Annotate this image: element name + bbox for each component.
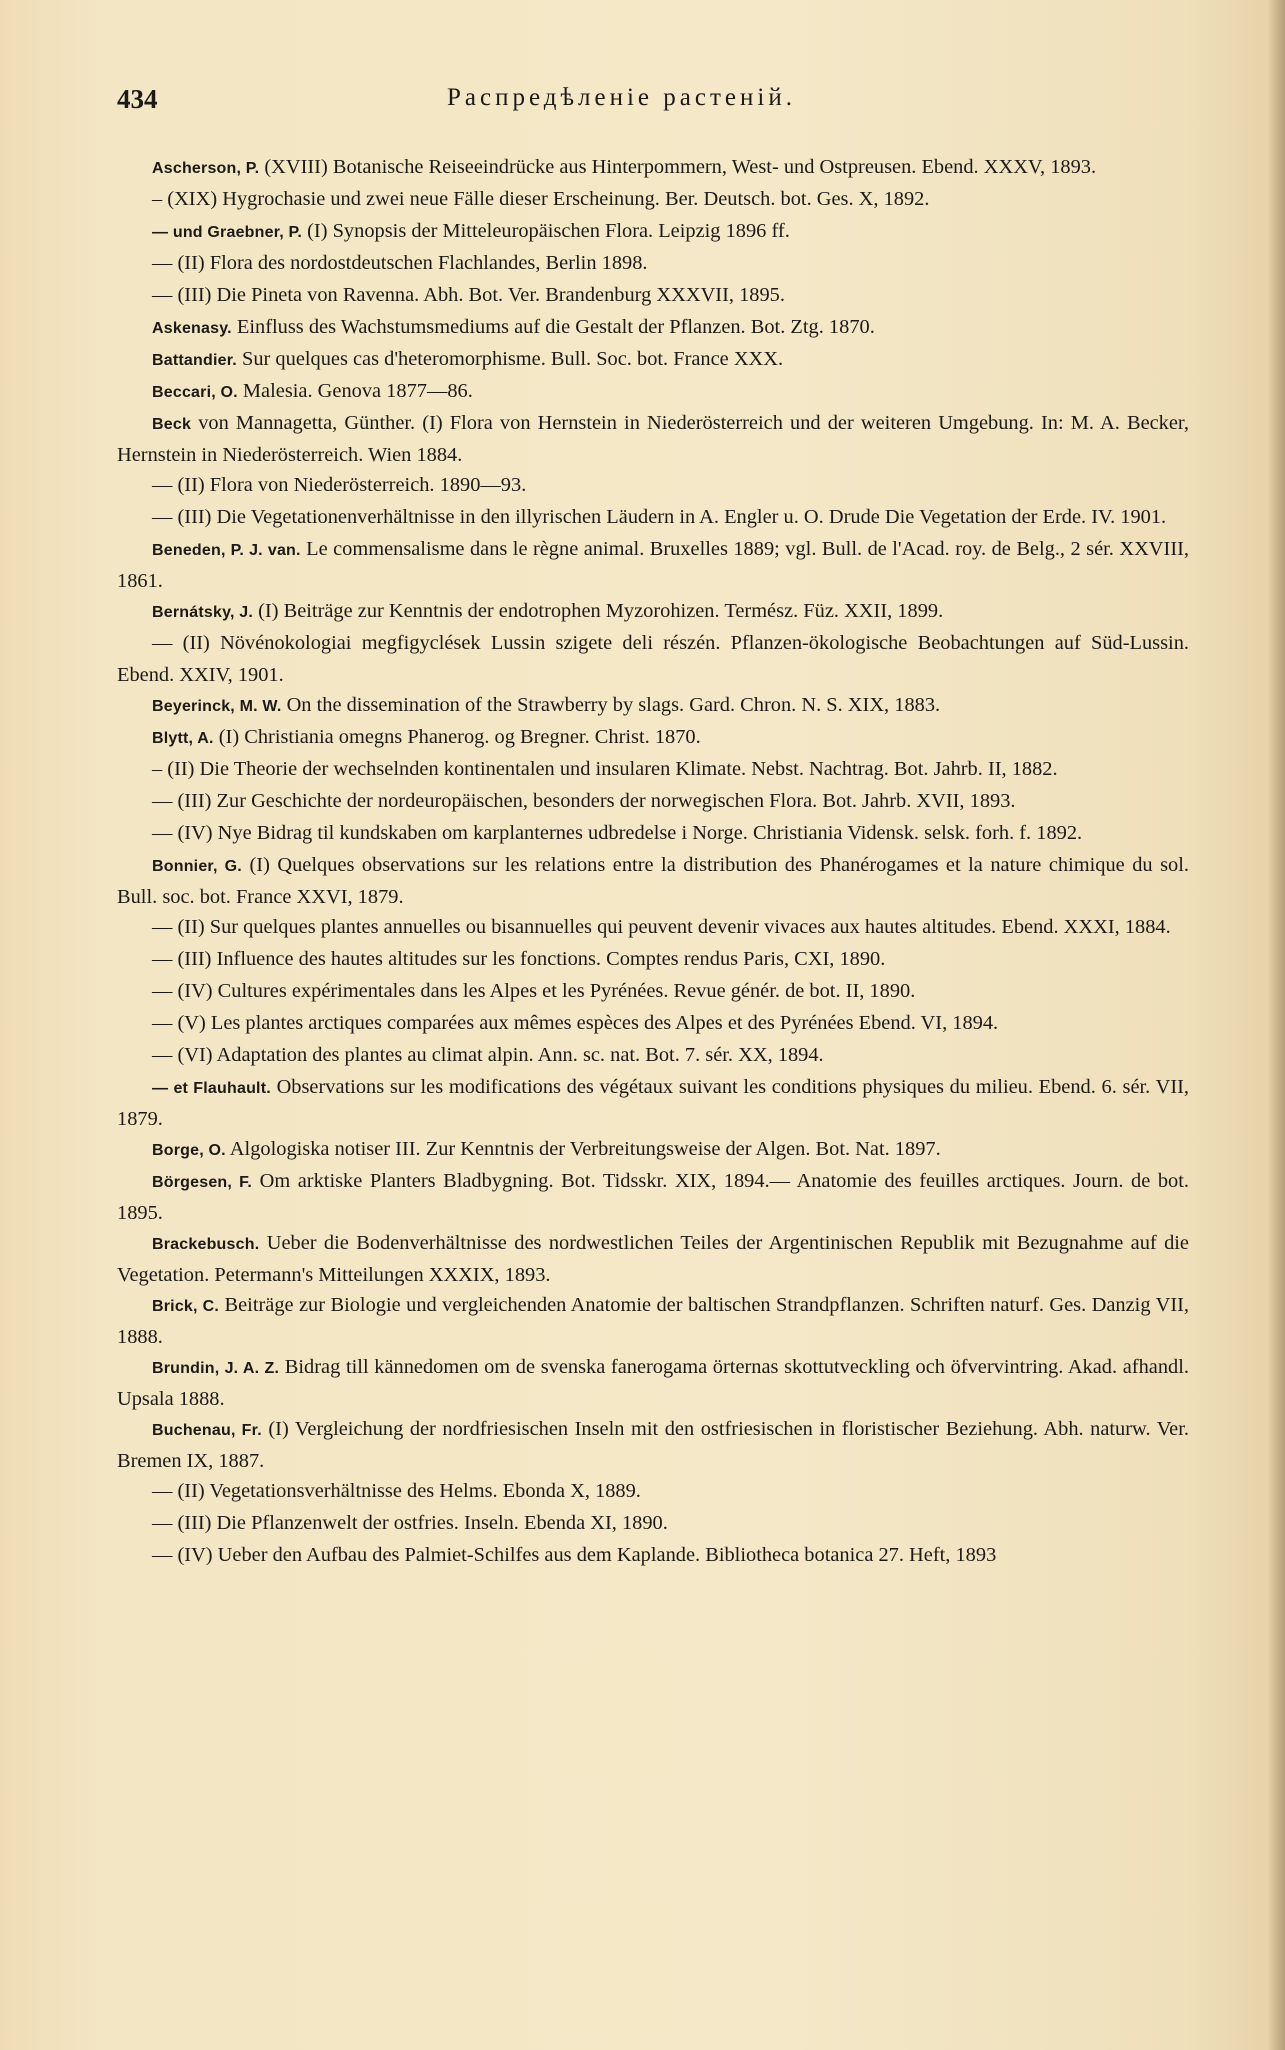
entry-text: — (III) Die Vegetationenverhältnisse in den illyrischen Läudern in A. Engler u. O. Drude Die Vegetation der Erde. IV. 1901. — [152, 506, 1167, 528]
entry-author: Bonnier, G. — [152, 858, 242, 875]
entry-text: — (III) Influence des hautes altitudes sur les fonctions. Comptes rendus Paris, CXI, 1890. — [152, 948, 886, 970]
entry-author: — et Flauhault. — [152, 1080, 271, 1097]
entry-text: Observations sur les modifications des végétaux suivant les conditions physiques du milieu. Ebend. 6. sér. VII, 1879. — [117, 1076, 1189, 1130]
bibliography-entry — [117, 1040, 1189, 1072]
bibliography-entry — [117, 818, 1189, 850]
entry-author: Beccari, O. — [152, 384, 238, 401]
entry-author: Börgesen, F. — [152, 1174, 253, 1191]
entry-text: – (II) Die Theorie der wechselnden kontinentalen und insularen Klimate. Nebst. Nachtrag. Bot. Jahrb. II, 1882. — [152, 758, 1058, 780]
entry-text: — (II) Flora des nordostdeutschen Flachlandes, Berlin 1898. — [152, 252, 648, 274]
entry-text: Om arktiske Planters Bladbygning. Bot. Tidsskr. XIX, 1894.— Anatomie des feuilles arctiques. Journ. de bot. 1895. — [117, 1170, 1189, 1224]
entry-author: Buchenau, Fr. — [152, 1422, 262, 1439]
entry-author: Beneden, P. J. van. — [152, 542, 301, 559]
entry-text: — (IV) Cultures expérimentales dans les Alpes et les Pyrénées. Revue génér. de bot. II, 1890. — [152, 980, 916, 1002]
bibliography-entry — [117, 152, 1189, 184]
entry-text: — (III) Die Pineta von Ravenna. Abh. Bot. Ver. Brandenburg XXXVII, 1895. — [152, 284, 785, 306]
bibliography-entry — [117, 690, 1189, 722]
entry-author: — und Graebner, P. — [152, 224, 303, 241]
bibliography-entry — [117, 184, 1189, 216]
entry-text: (I) Synopsis der Mitteleuropäischen Flora. Leipzig 1896 ff. — [307, 220, 790, 242]
bibliography-entry — [117, 1352, 1189, 1414]
bibliography-entry — [117, 280, 1189, 312]
bibliography-entry — [117, 1072, 1189, 1134]
entry-text: Algologiska notiser III. Zur Kenntnis der Verbreitungsweise der Algen. Bot. Nat. 1897. — [229, 1138, 941, 1160]
entry-author: Bernátsky, J. — [152, 604, 254, 621]
entry-text: — (II) Növénokologiai megfigyclések Lussin szigete deli részén. Pflanzen-ökologische Beobachtungen auf Süd-Lussin. Ebend. XXIV, 1901. — [117, 632, 1189, 686]
bibliography-entry — [117, 312, 1189, 344]
bibliography-entry — [117, 1540, 1189, 1572]
entry-text: — (IV) Nye Bidrag til kundskaben om karplanternes udbredelse i Norge. Christiania Vidensk. selsk. forh. f. 1892. — [152, 822, 1083, 844]
bibliography-entry — [117, 722, 1189, 754]
entry-text: Ueber die Bodenverhältnisse des nordwestlichen Teiles der Argentinischen Republik mit Bezugnahme auf die Vegetation. Petermann's Mitteilungen XXXIX, 1893. — [117, 1232, 1189, 1286]
bibliography-entry — [117, 216, 1189, 248]
bibliography-entry — [117, 470, 1189, 502]
entry-text: Bidrag till kännedomen om de svenska fanerogama örternas skottutveckling och öfvervintring. Akad. afhandl. Upsala 1888. — [117, 1356, 1189, 1410]
bibliography-entry — [117, 502, 1189, 534]
bibliography-entry — [117, 944, 1189, 976]
bibliography-entry — [117, 376, 1189, 408]
entry-author: Brackebusch. — [152, 1236, 260, 1253]
entry-text: On the dissemination of the Strawberry by slags. Gard. Chron. N. S. XIX, 1883. — [286, 694, 941, 716]
page-edge-shadow — [1267, 0, 1285, 2050]
bibliography-entry — [117, 786, 1189, 818]
entry-text: — (II) Vegetationsverhältnisse des Helms. Ebonda X, 1889. — [152, 1480, 641, 1502]
entry-text: (I) Quelques observations sur les relations entre la distribution des Phanérogames et la nature chimique du sol. Bull. soc. bot. France XXVI, 1879. — [117, 854, 1190, 908]
entry-text: Sur quelques cas d'heteromorphisme. Bull. Soc. bot. France XXX. — [242, 348, 784, 370]
entry-author: Beyerinck, M. W. — [152, 698, 282, 715]
entry-text: — (III) Zur Geschichte der nordeuropäischen, besonders der norwegischen Flora. Bot. Jahrb. XVII, 1893. — [152, 790, 1016, 812]
entry-author: Askenasy. — [152, 320, 232, 337]
entry-text: — (III) Die Pflanzenwelt der ostfries. Inseln. Ebenda XI, 1890. — [152, 1512, 668, 1534]
entry-text: (XVIII) Botanische Reiseeindrücke aus Hinterpommern, West- und Ostpreusen. Ebend. XXXV, 1893. — [264, 156, 1097, 178]
bibliography-entry — [117, 1134, 1189, 1166]
entry-author: Brick, C. — [152, 1298, 220, 1315]
entry-text: (I) Vergleichung der nordfriesischen Inseln mit den ostfriesischen in floristischer Beziehung. Abh. naturw. Ver. Bremen IX, 1887. — [117, 1418, 1189, 1472]
entry-text: – (XIX) Hygrochasie und zwei neue Fälle dieser Erscheinung. Ber. Deutsch. bot. Ges. X, 1892. — [152, 188, 930, 210]
entry-text: von Mannagetta, Günther. (I) Flora von Hernstein in Niederösterreich und der weiteren Umgebung. In: M. A. Becker, Hernstein in Niederösterreich. Wien 1884. — [117, 412, 1189, 466]
entry-author: Battandier. — [152, 352, 237, 369]
bibliography-entry — [117, 408, 1189, 470]
bibliography-entry — [117, 1228, 1189, 1290]
entry-author: Beck — [152, 416, 192, 433]
bibliography-entry — [117, 596, 1189, 628]
entry-text: — (V) Les plantes arctiques comparées aux mêmes espèces des Alpes et des Pyrénées Ebend. VI, 1894. — [152, 1012, 999, 1034]
page-header — [117, 84, 1187, 124]
entry-text: — (IV) Ueber den Aufbau des Palmiet-Schilfes aus dem Kaplande. Bibliotheca botanica 27. Heft, 1893 — [152, 1544, 997, 1566]
entry-text: — (II) Sur quelques plantes annuelles ou bisannuelles qui peuvent devenir vivaces aux hautes altitudes. Ebend. XXXI, 1884. — [152, 916, 1171, 938]
bibliography-entry — [117, 628, 1189, 690]
bibliography-entry — [117, 850, 1189, 912]
bibliography-entry — [117, 912, 1189, 944]
running-title: Распредѣленіе растеній. — [447, 84, 796, 111]
bibliography-entry — [117, 1414, 1189, 1476]
entry-author: Brundin, J. A. Z. — [152, 1360, 280, 1377]
bibliography-entry — [117, 1508, 1189, 1540]
entry-text: Le commensalisme dans le règne animal. Bruxelles 1889; vgl. Bull. de l'Acad. roy. de Belg., 2 sér. XXVIII, 1861. — [117, 538, 1189, 592]
bibliography-entry — [117, 754, 1189, 786]
entry-text: (I) Christiania omegns Phanerog. og Bregner. Christ. 1870. — [218, 726, 701, 748]
bibliography-list — [117, 152, 1189, 1572]
entry-author: Blytt, A. — [152, 730, 214, 747]
bibliography-entry — [117, 1166, 1189, 1228]
entry-text: Beiträge zur Biologie und vergleichenden Anatomie der baltischen Strandpflanzen. Schriften naturf. Ges. Danzig VII, 1888. — [117, 1294, 1189, 1348]
entry-text: (I) Beiträge zur Kenntnis der endotrophen Myzorohizen. Termész. Füz. XXII, 1899. — [258, 600, 944, 622]
page-number: 434 — [117, 84, 158, 114]
entry-author: Ascherson, P. — [152, 160, 260, 177]
entry-text: Einfluss des Wachstumsmediums auf die Gestalt der Pflanzen. Bot. Ztg. 1870. — [236, 316, 875, 338]
entry-text: Malesia. Genova 1877—86. — [242, 380, 473, 402]
entry-text: — (II) Flora von Niederösterreich. 1890—93. — [152, 474, 527, 496]
bibliography-entry — [117, 1476, 1189, 1508]
entry-text: — (VI) Adaptation des plantes au climat alpin. Ann. sc. nat. Bot. 7. sér. XX, 1894. — [152, 1044, 824, 1066]
bibliography-entry — [117, 1008, 1189, 1040]
entry-author: Borge, O. — [152, 1142, 226, 1159]
bibliography-entry — [117, 344, 1189, 376]
bibliography-entry — [117, 248, 1189, 280]
bibliography-entry — [117, 1290, 1189, 1352]
bibliography-entry — [117, 976, 1189, 1008]
bibliography-entry — [117, 534, 1189, 596]
